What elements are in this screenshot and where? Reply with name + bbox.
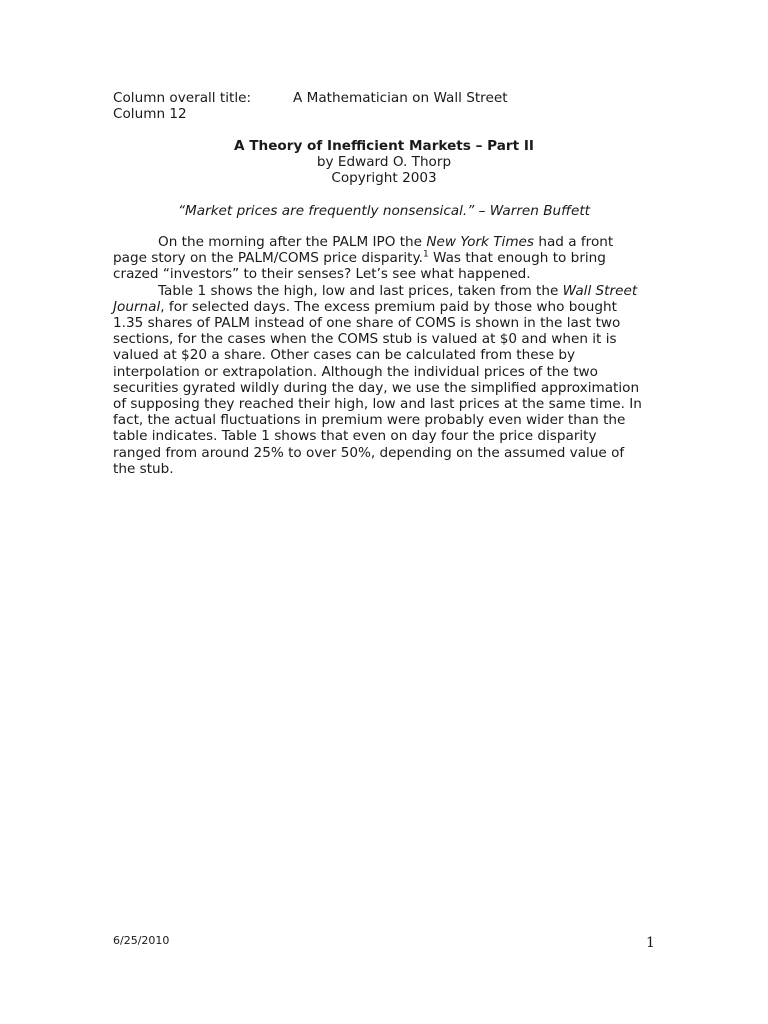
newspaper-title: Wall Street	[562, 282, 638, 299]
paragraph-2-line-5: valued at $20 a share. Other cases can be calculated from these by	[113, 347, 576, 364]
article-title: A Theory of Inefficient Markets – Part II	[234, 138, 534, 154]
newspaper-title: New York Times	[426, 234, 535, 250]
column-title-label: Column overall title:	[113, 90, 252, 106]
paragraph-1-line-1	[113, 234, 663, 250]
column-number: Column 12	[113, 106, 187, 122]
text-run: , for selected days. The excess premium paid by those who bought	[160, 298, 617, 315]
paragraph-2-line-2	[113, 299, 663, 315]
footnote-reference[interactable]: 1	[422, 249, 429, 260]
text-run: Was that enough to bring	[428, 250, 606, 267]
body-text	[113, 234, 663, 477]
epigraph-quote: “Market prices are frequently nonsensical.” – Warren Buffett	[178, 203, 590, 219]
paragraph-1-line-2	[113, 250, 663, 266]
paragraph-2-line-10: table indicates. Table 1 shows that even on day four the price disparity	[113, 428, 597, 445]
text-run: Table 1 shows the high, low and last prices, taken from the	[158, 282, 563, 299]
copyright-line: Copyright 2003	[331, 170, 437, 186]
newspaper-title: Journal	[113, 298, 161, 315]
paragraph-2-line-1	[113, 283, 663, 299]
footer-date: 6/25/2010	[113, 934, 170, 947]
text-run: had a front	[534, 234, 614, 250]
paragraph-1-line-3: crazed “investors” to their senses? Let’s see what happened.	[113, 266, 531, 283]
paragraph-2-line-12: the stub.	[113, 460, 174, 477]
paragraph-2-line-8: of supposing they reached their high, low and last prices at the same time. In	[113, 396, 642, 413]
author-line: by Edward O. Thorp	[316, 154, 452, 170]
page-number: 1	[646, 935, 655, 951]
paragraph-2-line-7: securities gyrated wildly during the day, we use the simplified approximation	[113, 379, 640, 396]
paragraph-2-line-9: fact, the actual fluctuations in premium were probably even wider than the	[113, 412, 626, 429]
paragraph-2-line-4: sections, for the cases when the COMS stub is valued at $0 and when it is	[113, 331, 617, 348]
text-run: On the morning after the PALM IPO the	[158, 234, 427, 250]
paragraph-2-line-3: 1.35 shares of PALM instead of one share of COMS is shown in the last two	[113, 315, 621, 332]
text-run: page story on the PALM/COMS price disparity.	[113, 250, 423, 267]
column-title-value: A Mathematician on Wall Street	[293, 90, 508, 106]
paragraph-2-line-6: interpolation or extrapolation. Although the individual prices of the two	[113, 363, 598, 380]
paragraph-2-line-11: ranged from around 25% to over 50%, depending on the assumed value of	[113, 444, 625, 461]
